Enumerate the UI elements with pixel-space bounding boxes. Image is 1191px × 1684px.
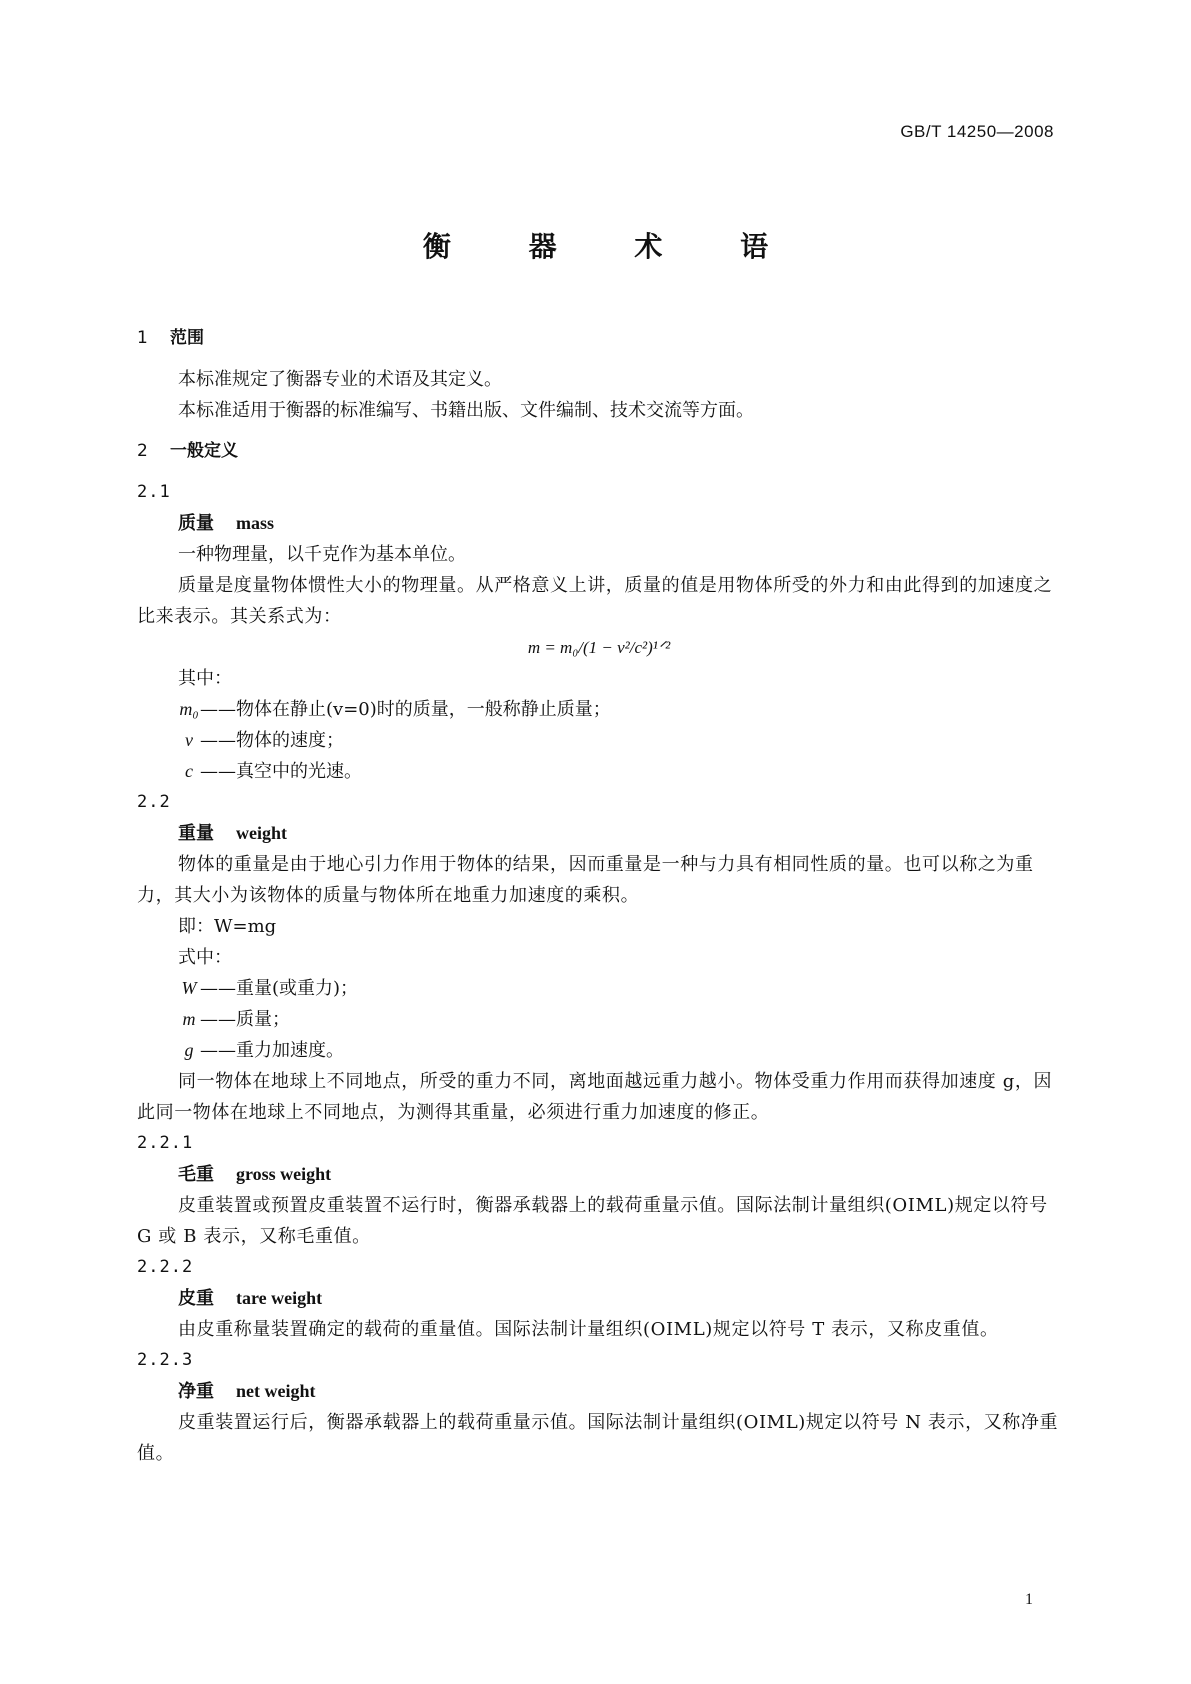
section-number: 1 (137, 328, 148, 348)
term-heading (137, 1376, 1061, 1407)
section-title: 范围 (170, 328, 204, 348)
term-en: tare weight (236, 1288, 323, 1308)
variable-symbol: m₀ (179, 699, 199, 719)
paragraph: 质量是度量物体惯性大小的物理量。从严格意义上讲，质量的值是用物体所受的外力和由此得到的加速度之比来表示。其关系式为： (137, 575, 1053, 627)
variable-symbol: v (185, 730, 193, 750)
paragraph: 物体的重量是由于地心引力作用于物体的结果，因而重量是一种与力具有相同性质的量。也可以称之为重力，其大小为该物体的质量与物体所在地重力加速度的乘积。 (137, 854, 1034, 906)
term-en: net weight (236, 1381, 316, 1401)
variable-row (137, 694, 1061, 725)
term-en: gross weight (236, 1164, 332, 1184)
term-cn: 毛重 (178, 1164, 214, 1185)
page-title: 衡 器 术 语 (422, 230, 803, 263)
paragraph: 皮重装置或预置皮重装置不运行时，衡器承载器上的载荷重量示值。国际法制计量组织(OIML)规定以符号 G 或 B 表示，又称毛重值。 (137, 1195, 1048, 1247)
term-en: weight (236, 823, 287, 843)
paragraph: 本标准规定了衡器专业的术语及其定义。 (178, 369, 502, 390)
term-heading (137, 1283, 1061, 1314)
document-body (137, 323, 1061, 1469)
formula: m = m₀/(1 − v²/c²)¹ᐟ² (527, 638, 671, 657)
variable-desc: ——真空中的光速。 (200, 761, 362, 782)
term-cn: 质量 (178, 513, 214, 534)
paragraph: 皮重装置运行后，衡器承载器上的载荷重量示值。国际法制计量组织(OIML)规定以符号 N 表示，又称净重值。 (137, 1412, 1059, 1464)
variable-desc: ——重量(或重力)； (200, 978, 359, 999)
term-cn: 重量 (178, 823, 214, 844)
standard-code: GB/T 14250—2008 (900, 122, 1054, 141)
section-title: 一般定义 (170, 441, 238, 461)
variable-desc: ——质量； (200, 1009, 290, 1030)
formula: 即：W=mg (178, 916, 277, 937)
variable-symbol: g (184, 1040, 194, 1060)
clause-number: 2.1 (137, 482, 171, 502)
section-2-heading (137, 436, 1061, 467)
term-heading (137, 818, 1061, 849)
section-1-heading (137, 323, 1061, 354)
paragraph: 由皮重称量装置确定的载荷的重量值。国际法制计量组织(OIML)规定以符号 T 表示，又称皮重值。 (178, 1319, 999, 1340)
variable-row (137, 973, 1061, 1004)
term-en: mass (236, 513, 275, 533)
term-heading (137, 1159, 1061, 1190)
variable-symbol: W (181, 978, 197, 998)
variable-symbol: m (182, 1009, 196, 1029)
variable-desc: ——重力加速度。 (200, 1040, 344, 1061)
section-number: 2 (137, 441, 148, 461)
where-label: 式中： (178, 947, 232, 968)
variable-desc: ——物体的速度； (200, 730, 344, 751)
variable-row (137, 756, 1061, 787)
clause-number: 2.2.3 (137, 1350, 194, 1370)
paragraph: 本标准适用于衡器的标准编写、书籍出版、文件编制、技术交流等方面。 (178, 400, 754, 421)
variable-row (137, 1004, 1061, 1035)
term-heading (137, 508, 1061, 539)
term-cn: 皮重 (178, 1288, 214, 1309)
variable-row (137, 1035, 1061, 1066)
variable-row (137, 725, 1061, 756)
definition: 一种物理量，以千克作为基本单位。 (178, 544, 466, 565)
variable-symbol: c (185, 761, 193, 781)
variable-desc: ——物体在静止(v=0)时的质量，一般称静止质量； (200, 699, 611, 720)
clause-number: 2.2.1 (137, 1133, 194, 1153)
clause-number: 2.2.2 (137, 1257, 194, 1277)
page-number: 1 (1025, 1591, 1033, 1608)
term-cn: 净重 (178, 1381, 214, 1402)
where-label: 其中： (178, 668, 232, 689)
paragraph: 同一物体在地球上不同地点，所受的重力不同，离地面越远重力越小。物体受重力作用而获得加速度 g，因此同一物体在地球上不同地点，为测得其重量，必须进行重力加速度的修正。 (137, 1071, 1053, 1123)
clause-number: 2.2 (137, 792, 171, 812)
